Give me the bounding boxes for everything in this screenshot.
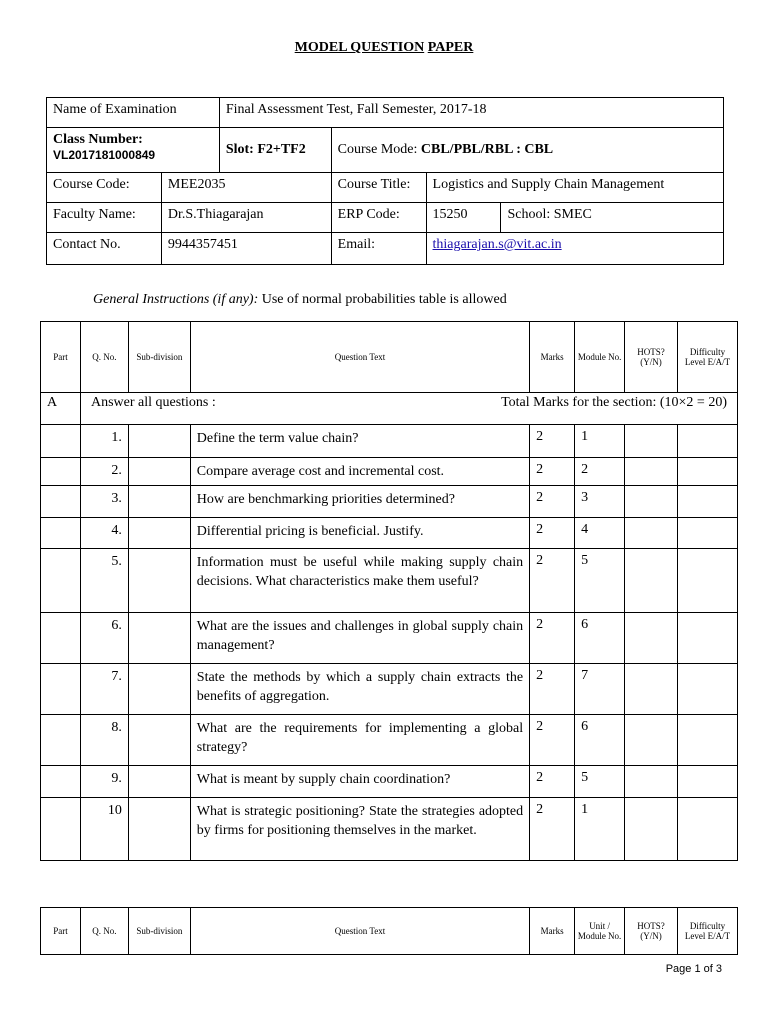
subdivision-cell [128,518,190,549]
question-text: What are the issues and challenges in global supply chain management? [190,613,529,664]
class-number-label: Class Number: [53,132,143,147]
question-module: 5 [575,549,625,613]
part-cell [41,458,81,486]
table-header-row-2 [41,908,738,955]
question-text: Differential pricing is beneficial. Justify. [190,518,529,549]
part-cell [41,613,81,664]
erp-label: ERP Code: [331,203,426,233]
hots-cell [625,798,678,861]
page-title: MODEL QUESTION PAPER [294,40,474,55]
question-row [41,425,738,458]
question-marks: 2 [530,425,575,458]
email-link[interactable]: thiagarajan.s@vit.ac.in [432,237,562,252]
col-hots: HOTS? (Y/N) [625,908,678,955]
general-instructions [93,292,507,308]
col-difficulty: Difficulty Level E/A/T [678,908,738,955]
question-row [41,613,738,664]
question-row [41,664,738,715]
question-number: 3. [80,486,128,518]
section-total-marks: Total Marks for the section: (10×2 = 20) [501,395,727,410]
course-code-label: Course Code: [47,173,162,203]
question-number: 7. [80,664,128,715]
section-part: A [41,393,81,425]
col-qno: Q. No. [80,908,128,955]
question-text: Define the term value chain? [190,425,529,458]
course-mode-cell: Course Mode: CBL/PBL/RBL : CBL [331,128,723,173]
question-text: How are benchmarking priorities determined? [190,486,529,518]
part-cell [41,766,81,798]
question-row [41,486,738,518]
col-part: Part [41,322,81,393]
col-subdivision: Sub-division [128,322,190,393]
subdivision-cell [128,715,190,766]
question-number: 10 [80,798,128,861]
question-marks: 2 [530,486,575,518]
question-module: 6 [575,613,625,664]
difficulty-cell [678,613,738,664]
col-unit-module: Unit / Module No. [575,908,625,955]
question-table-header-2 [40,907,738,955]
subdivision-cell [128,458,190,486]
section-instruction: Answer all questions : [90,395,216,410]
difficulty-cell [678,766,738,798]
hots-cell [625,518,678,549]
question-module: 5 [575,766,625,798]
difficulty-cell [678,715,738,766]
hots-cell [625,425,678,458]
exam-name-label: Name of Examination [47,98,220,128]
subdivision-cell [128,613,190,664]
hots-cell [625,664,678,715]
email-label: Email: [331,233,426,265]
col-part: Part [41,908,81,955]
question-module: 4 [575,518,625,549]
section-instruction-cell [80,393,737,425]
class-number-value: VL2017181000849 [53,148,156,162]
question-text: What is meant by supply chain coordination? [190,766,529,798]
question-marks: 2 [530,715,575,766]
col-marks: Marks [530,908,575,955]
erp-value: 15250 [426,203,501,233]
hots-cell [625,715,678,766]
question-text: State the methods by which a supply chain extracts the benefits of aggregation. [190,664,529,715]
course-title-label: Course Title: [331,173,426,203]
question-module: 7 [575,664,625,715]
course-code-value: MEE2035 [161,173,331,203]
faculty-value: Dr.S.Thiagarajan [161,203,331,233]
question-number: 6. [80,613,128,664]
col-module: Module No. [575,322,625,393]
question-table [40,321,738,861]
difficulty-cell [678,664,738,715]
subdivision-cell [128,766,190,798]
part-cell [41,715,81,766]
part-cell [41,664,81,715]
question-number: 5. [80,549,128,613]
email-cell [426,233,723,265]
question-row [41,458,738,486]
part-cell [41,549,81,613]
question-number: 2. [80,458,128,486]
instructions-label: General Instructions (if any): [93,292,259,307]
difficulty-cell [678,549,738,613]
school-value: School: SMEC [501,203,724,233]
question-marks: 2 [530,798,575,861]
question-text: Information must be useful while making supply chain decisions. What characteristics make them useful? [190,549,529,613]
question-number: 4. [80,518,128,549]
contact-label: Contact No. [47,233,162,265]
hots-cell [625,458,678,486]
question-row [41,766,738,798]
course-title-value: Logistics and Supply Chain Management [426,173,723,203]
slot-cell: Slot: F2+TF2 [219,128,331,173]
subdivision-cell [128,664,190,715]
part-cell [41,486,81,518]
part-cell [41,798,81,861]
col-difficulty: Difficulty Level E/A/T [678,322,738,393]
exam-info-table [46,97,724,265]
question-marks: 2 [530,613,575,664]
question-text: What is strategic positioning? State the strategies adopted by firms for positioning themselves in the market. [190,798,529,861]
difficulty-cell [678,486,738,518]
difficulty-cell [678,518,738,549]
question-row [41,715,738,766]
hots-cell [625,613,678,664]
difficulty-cell [678,798,738,861]
col-subdivision: Sub-division [128,908,190,955]
col-question-text: Question Text [190,322,529,393]
hots-cell [625,766,678,798]
hots-cell [625,549,678,613]
col-hots: HOTS? (Y/N) [625,322,678,393]
difficulty-cell [678,425,738,458]
part-cell [41,425,81,458]
question-marks: 2 [530,518,575,549]
instructions-text: Use of normal probabilities table is allowed [258,292,507,307]
question-module: 2 [575,458,625,486]
question-text: What are the requirements for implementing a global strategy? [190,715,529,766]
question-number: 8. [80,715,128,766]
question-module: 3 [575,486,625,518]
question-marks: 2 [530,549,575,613]
page-number: Page 1 of 3 [665,963,722,975]
question-number: 1. [80,425,128,458]
question-text: Compare average cost and incremental cost. [190,458,529,486]
contact-value: 9944357451 [161,233,331,265]
subdivision-cell [128,425,190,458]
question-marks: 2 [530,664,575,715]
part-cell [41,518,81,549]
course-mode-value: CBL/PBL/RBL : CBL [420,142,554,157]
subdivision-cell [128,798,190,861]
subdivision-cell [128,549,190,613]
table-header-row [41,322,738,393]
question-module: 1 [575,425,625,458]
hots-cell [625,486,678,518]
question-module: 6 [575,715,625,766]
question-module: 1 [575,798,625,861]
question-marks: 2 [530,766,575,798]
question-row [41,518,738,549]
class-number-cell [47,128,220,173]
faculty-label: Faculty Name: [47,203,162,233]
section-a-row [41,393,738,425]
subdivision-cell [128,486,190,518]
question-row [41,798,738,861]
question-row [41,549,738,613]
col-marks: Marks [530,322,575,393]
col-question-text: Question Text [190,908,529,955]
question-marks: 2 [530,458,575,486]
difficulty-cell [678,458,738,486]
col-qno: Q. No. [80,322,128,393]
question-number: 9. [80,766,128,798]
exam-name-value: Final Assessment Test, Fall Semester, 2017-18 [219,98,723,128]
